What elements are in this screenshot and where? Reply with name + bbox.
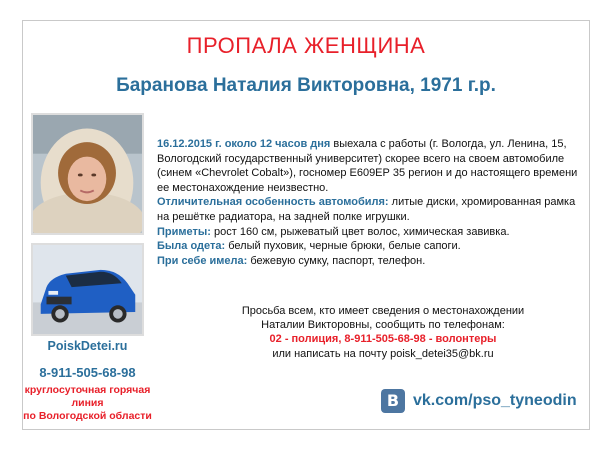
contact-phones: 02 - полиция, 8-911-505-68-98 - волонтеры: [269, 333, 497, 346]
request-line-2: Наталии Викторовны, сообщить по телефонам:: [261, 319, 505, 332]
contact-email: или написать на почту poisk_detei35@bk.ru: [272, 347, 494, 360]
vk-link-block[interactable]: [381, 388, 577, 414]
car-features-label: Отличительная особенность автомобиля:: [157, 196, 389, 209]
incident-description: [157, 137, 579, 268]
clothes-text: белый пуховик, черные брюки, белые сапоги.: [225, 240, 461, 253]
signs-text: рост 160 см, рыжеватый цвет волос, химическая завивка.: [210, 225, 510, 238]
hotline-phone: 8-911-505-68-98: [39, 365, 136, 380]
poster-title: ПРОПАЛА ЖЕНЩИНА: [186, 33, 426, 58]
contact-request: [203, 304, 563, 361]
vk-logo-icon: В: [381, 389, 405, 413]
site-link[interactable]: PoiskDetei.ru: [47, 339, 128, 353]
car-features-text: литые диски, хромированная рамка на решётке радиатора, на задней полке игрушки.: [157, 196, 576, 223]
photo-missing-woman: [31, 113, 144, 235]
items-text: бежевую сумку, паспорт, телефон.: [247, 254, 426, 267]
photo-car: [31, 243, 144, 336]
woman-portrait-image: [33, 115, 142, 233]
hotline-text-line-2: по Вологодской области: [23, 410, 152, 422]
date-time: 16.12.2015 г. около 12 часов дня: [157, 138, 331, 150]
hotline-block: [23, 339, 152, 423]
hotline-text: [23, 384, 152, 423]
circumstances-text: выехала с работы (г. Вологда, ул. Ленина, 15, Вологодский государственный университет) скорее всего на своем автомобиле (синем «Chevrolet Cobalt»), госномер Е609ЕР 35 регион и до настоящего времени ее местонахождение неизвестно.: [157, 138, 578, 194]
missing-person-poster: [22, 20, 590, 430]
items-label: При себе имела:: [157, 254, 248, 267]
clothes-label: Была одета:: [157, 240, 226, 253]
request-line-1: Просьба всем, кто имеет сведения о местонахождении: [241, 305, 525, 317]
vk-url[interactable]: vk.com/pso_tyneodin: [413, 392, 577, 409]
hotline-text-line-1: круглосуточная горячая линия: [24, 384, 151, 409]
signs-label: Приметы:: [157, 225, 211, 238]
person-name: Баранова Наталия Викторовна, 1971 г.р.: [116, 75, 496, 96]
car-image: [33, 245, 142, 334]
